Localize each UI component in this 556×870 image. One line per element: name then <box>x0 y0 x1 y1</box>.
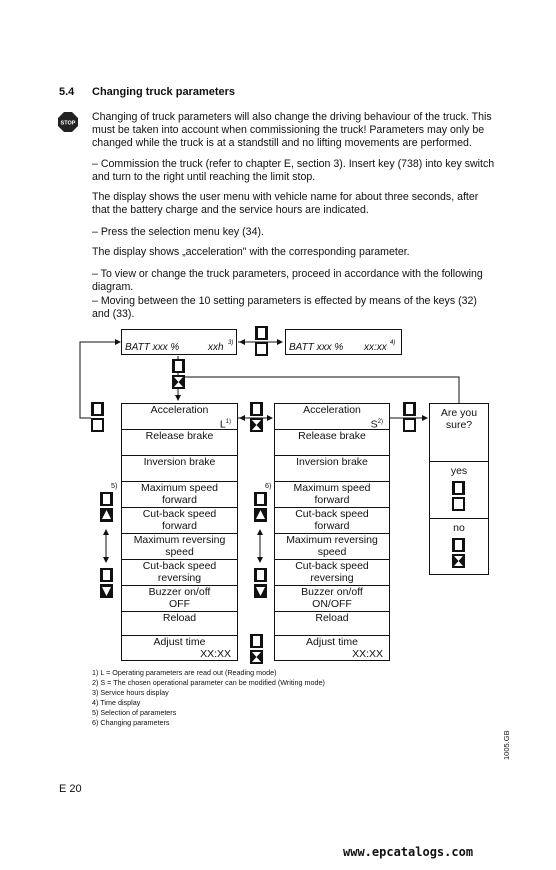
menu-item-label: Cut-back speed <box>142 508 217 520</box>
footnote: 4) Time display <box>92 698 141 707</box>
menu-item-value: reversing <box>310 572 354 584</box>
menu-item-label: Cut-back speed <box>142 560 217 572</box>
key-down-icon <box>253 567 268 599</box>
menu-left-item <box>122 560 237 586</box>
menu-item-value: forward <box>161 494 197 506</box>
menu-item-label: Reload <box>315 612 349 624</box>
warning-paragraph: Changing of truck parameters will also change the driving behaviour of the truck. This must be taken into account when commissioning the truck! Parameters may only be changed while the truck is at a standstill and no lifting movements are performed. <box>92 111 492 149</box>
menu-item-label: Cut-back speed <box>295 560 369 572</box>
key-hourglass-icon <box>171 358 186 390</box>
display-batt-right: BATT xxx % <box>289 342 344 353</box>
display-time <box>285 329 402 355</box>
menu-item-label: Buzzer on/off <box>148 586 211 598</box>
menu-left-item <box>122 404 237 430</box>
key-up-icon <box>253 491 268 523</box>
svg-text:STOP: STOP <box>60 120 76 127</box>
menu-item-value: ON/OFF <box>312 598 352 610</box>
footnote: 3) Service hours display <box>92 688 169 697</box>
key-hourglass-icon <box>249 633 264 665</box>
footnote: 1) L = Operating parameters are read out (Reading mode) <box>92 668 277 677</box>
menu-left-item <box>122 508 237 534</box>
key-hourglass-icon <box>249 401 264 433</box>
menu-item-label: Maximum speed <box>293 482 371 494</box>
menu-item-label: Adjust time <box>306 636 358 648</box>
menu-right-item <box>275 456 389 482</box>
menu-right-item <box>275 430 389 456</box>
key-hourglass-icon <box>451 537 466 569</box>
confirm-yes-label: yes <box>450 465 468 477</box>
menu-writing-mode <box>274 403 390 661</box>
menu-item-value: XX:XX <box>200 648 231 660</box>
key-square-icon <box>254 325 269 357</box>
menu-item-value: forward <box>161 520 197 532</box>
footnote: 5) Selection of parameters <box>92 708 177 717</box>
key-square-icon <box>90 401 105 433</box>
menu-item-label: Maximum speed <box>140 482 219 494</box>
menu-reading-mode <box>121 403 238 661</box>
menu-item-value: forward <box>314 520 350 532</box>
menu-item-label: Maximum reversing <box>286 534 378 546</box>
display-batt-left: BATT xxx % <box>125 342 180 353</box>
section-title: Changing truck parameters <box>92 86 236 98</box>
menu-left-item <box>122 430 237 456</box>
confirm-no-label: no <box>453 522 465 534</box>
menu-right-item <box>275 482 389 508</box>
menu-item-value: speed <box>317 546 347 558</box>
menu-right-item <box>275 586 389 612</box>
key-square-icon <box>402 401 417 433</box>
step-view-parameters: – To view or change the truck parameters, proceed in accordance with the following diagram. <box>92 268 483 293</box>
confirm-question: Are you sure? <box>430 404 488 462</box>
menu-item-label: Maximum reversing <box>133 534 226 546</box>
mode-indicator <box>122 416 237 431</box>
mode-letter: S <box>370 418 378 431</box>
footnotes <box>92 668 325 728</box>
menu-item-value: forward <box>314 494 350 506</box>
display-paragraph-1: The display shows the user menu with vehicle name for about three seconds, after that the battery charge and the service hours are indicated. <box>92 191 479 216</box>
menu-right-item <box>275 508 389 534</box>
menu-left-item <box>122 482 237 508</box>
step-press-key: – Press the selection menu key (34). <box>92 226 264 238</box>
ref-4: 4) <box>390 340 396 346</box>
footnote: 2) S = The chosen operational parameter can be modified (Writing mode) <box>92 678 325 687</box>
mode-indicator <box>275 416 389 431</box>
menu-item-value: XX:XX <box>352 648 383 660</box>
footnote: 6) Changing parameters <box>92 718 170 727</box>
watermark: www.epcatalogs.com <box>343 845 474 859</box>
menu-item-label: Cut-back speed <box>295 508 369 520</box>
menu-right-item <box>275 534 389 560</box>
display-time-value: xx:xx <box>364 342 387 353</box>
key-down-icon <box>99 567 114 599</box>
menu-item-label: Buzzer on/off <box>301 586 363 598</box>
menu-left-item <box>122 612 237 636</box>
display-paragraph-2: The display shows „acceleration" with the corresponding parameter. <box>92 246 410 258</box>
ref-5: 5) <box>111 481 118 490</box>
ref-6: 6) <box>265 481 272 490</box>
menu-item-label: Acceleration <box>303 404 361 416</box>
menu-item-label: Inversion brake <box>296 456 368 468</box>
menu-item-label: Adjust time <box>153 636 206 648</box>
menu-item-value: OFF <box>169 598 190 610</box>
menu-left-item <box>122 456 237 482</box>
menu-left-item <box>122 586 237 612</box>
menu-left-item <box>122 534 237 560</box>
menu-left-item <box>122 636 237 662</box>
key-up-icon <box>99 491 114 523</box>
step-moving-parameters: – Moving between the 10 setting parameters is effected by means of the keys (32) and (33). <box>92 295 477 320</box>
menu-item-label: Acceleration <box>150 404 209 416</box>
step-commission: – Commission the truck (refer to chapter E, section 3). Insert key (738) into key switch and turn to the right until reaching the limit stop. <box>92 158 495 183</box>
display-service-hours <box>121 329 237 355</box>
mode-ref: 1) <box>225 419 231 425</box>
menu-right-item <box>275 404 389 430</box>
menu-right-item <box>275 636 389 662</box>
menu-right-item <box>275 560 389 586</box>
key-square-icon <box>451 480 466 512</box>
document-code: 1005.GB <box>502 730 511 760</box>
mode-ref: 2) <box>377 419 383 425</box>
menu-item-label: Release brake <box>145 430 214 442</box>
menu-item-value: reversing <box>157 572 202 584</box>
menu-item-label: Release brake <box>298 430 366 442</box>
menu-item-value: speed <box>165 546 194 558</box>
section-number: 5.4 <box>59 86 75 98</box>
display-hours-value: xxh <box>208 342 224 353</box>
mode-letter: L <box>219 418 226 431</box>
page-number: E 20 <box>59 783 82 795</box>
menu-item-label: Reload <box>162 612 197 624</box>
menu-right-item <box>275 612 389 636</box>
menu-item-label: Inversion brake <box>143 456 216 468</box>
ref-3: 3) <box>228 340 234 346</box>
